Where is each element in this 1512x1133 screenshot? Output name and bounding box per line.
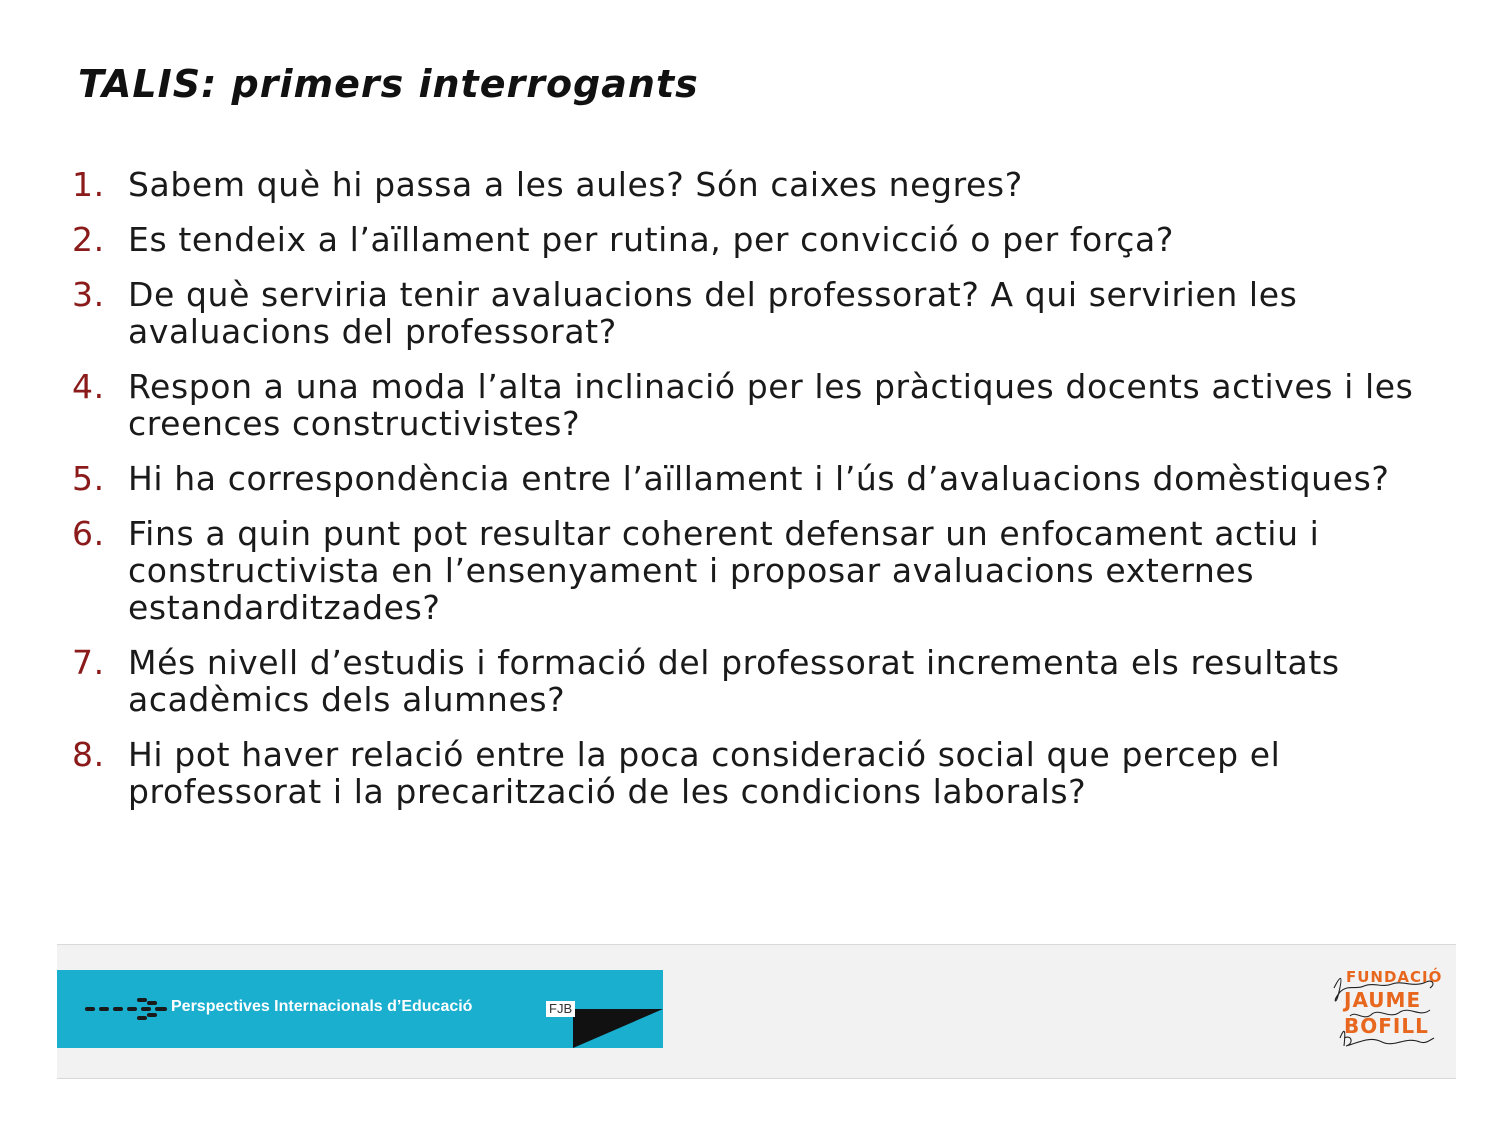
question-number: 8. [72,735,105,774]
question-number: 5. [72,459,105,498]
footer-banner [57,970,663,1048]
banner-title: Perspectives Internacionals d’Educació [171,998,473,1015]
question-list [72,166,1462,828]
question-item [72,368,1462,442]
logo-line-bofill: BOFILL [1344,1014,1429,1038]
question-item [72,276,1462,350]
slide-title: TALIS: primers interrogants [78,62,699,106]
question-item [72,460,1462,497]
question-text: De què serviria tenir avaluacions del professorat? A qui servirien les avaluacions del professorat? [128,275,1298,351]
question-text: Hi ha correspondència entre l’aïllament i l’ús d’avaluacions domèstiques? [128,459,1390,498]
fundacio-jaume-bofill-logo [1330,966,1443,1056]
question-item [72,515,1462,626]
question-item [72,736,1462,810]
question-text: Sabem què hi passa a les aules? Són caixes negres? [128,165,1023,204]
question-text: Fins a quin punt pot resultar coherent defensar un enfocament actiu i constructivista en l’ensenyament i proposar avaluacions externes estandarditzades? [128,514,1320,627]
logo-line-fundacio: FUNDACIÓ [1346,968,1443,986]
question-item [72,644,1462,718]
question-number: 2. [72,220,105,259]
question-text: Més nivell d’estudis i formació del professorat incrementa els resultats acadèmics dels alumnes? [128,643,1340,719]
question-text: Es tendeix a l’aïllament per rutina, per convicció o per força? [128,220,1174,259]
question-number: 7. [72,643,105,682]
question-text: Hi pot haver relació entre la poca consideració social que percep el professorat i la precarització de les condicions laborals? [128,735,1281,811]
question-item [72,166,1462,203]
question-number: 6. [72,514,105,553]
question-number: 3. [72,275,105,314]
question-text: Respon a una moda l’alta inclinació per les pràctiques docents actives i les creences constructivistes? [128,367,1414,443]
question-number: 4. [72,367,105,406]
question-item [72,221,1462,258]
question-number: 1. [72,165,105,204]
logo-line-jaume: JAUME [1344,988,1422,1012]
banner-suffix: FJB [546,1001,575,1017]
dots-arrow-icon [85,995,169,1023]
